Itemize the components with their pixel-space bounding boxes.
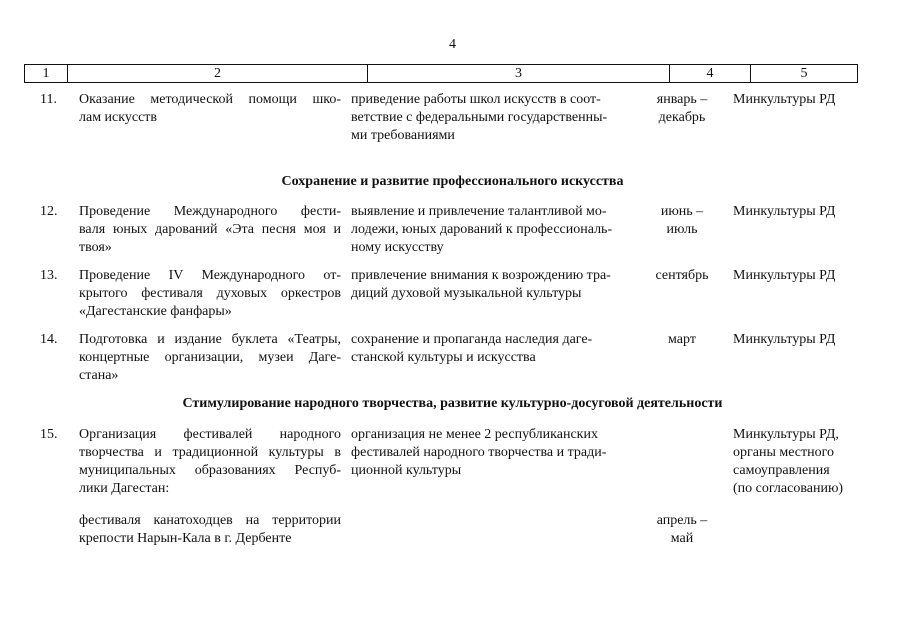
row-goal: [351, 203, 637, 257]
row-period: [645, 331, 719, 349]
row-title: [79, 203, 341, 257]
row-goal-line: ному искусству: [351, 240, 444, 255]
row-title-line: лики Дагестан:: [79, 481, 170, 496]
page-number: 4: [449, 37, 456, 52]
row-title-line: твоя»: [79, 240, 112, 255]
row-number: 12.: [40, 204, 58, 219]
row-period-line: март: [668, 332, 696, 347]
row-responsible: [733, 426, 861, 498]
row-title-line: концертные организации, музеи Даге-: [79, 350, 341, 365]
row-title-line: крытого фестиваля духовых оркестров: [79, 286, 341, 301]
row-period-line: июль: [666, 222, 698, 237]
row-goal: [351, 331, 637, 367]
section-title: Стимулирование народного творчества, развитие культурно-досуговой деятельности: [182, 396, 723, 411]
row-responsible: [733, 91, 861, 109]
column-number-4: 4: [670, 65, 751, 82]
row-title-line: Организация фестивалей народного: [79, 427, 341, 442]
row-responsible-line: самоуправления: [733, 463, 830, 478]
row-title-line: Проведение IV Международного от-: [79, 268, 341, 283]
row-number: 13.: [40, 268, 58, 283]
row-goal-line: ветствие с федеральными государственны-: [351, 110, 608, 125]
row-title: [79, 512, 341, 548]
row-title: [79, 91, 341, 127]
row-responsible-line: Минкультуры РД: [733, 332, 836, 347]
row-goal-line: выявление и привлечение талантливой мо-: [351, 204, 607, 219]
row-number: 14.: [40, 332, 58, 347]
row-goal-line: ционной культуры: [351, 463, 462, 478]
row-goal-line: лодежи, юных дарований к профессиональ-: [351, 222, 613, 237]
row-goal-line: ми требованиями: [351, 128, 455, 143]
row-title-line: лам искусств: [79, 110, 158, 125]
row-period: [645, 91, 719, 127]
row-period: [645, 267, 719, 285]
row-responsible-line: Минкультуры РД,: [733, 427, 839, 442]
row-number: 11.: [40, 92, 57, 107]
row-title-line: стана»: [79, 368, 119, 383]
row-period-line: апрель –: [656, 513, 708, 528]
row-period-line: январь –: [656, 92, 708, 107]
row-title-line: Проведение Международного фести-: [79, 204, 341, 219]
row-title: [79, 331, 341, 385]
row-title-line: крепости Нарын-Кала в г. Дербенте: [79, 531, 292, 546]
row-period-line: май: [670, 531, 694, 546]
row-goal-line: приведение работы школ искусств в соот-: [351, 92, 601, 107]
section-title: Сохранение и развитие профессионального искусства: [281, 174, 624, 189]
row-title-line: «Дагестанские фанфары»: [79, 304, 232, 319]
row-title: [79, 426, 341, 498]
column-number-3: 3: [368, 65, 670, 82]
row-title-line: фестиваля канатоходцев на территории: [79, 513, 341, 528]
row-responsible-line: органы местного: [733, 445, 834, 460]
row-responsible: [733, 267, 861, 285]
row-responsible-line: Минкультуры РД: [733, 92, 836, 107]
row-period-line: декабрь: [658, 110, 706, 125]
row-responsible-line: Минкультуры РД: [733, 204, 836, 219]
row-title-line: валя юных дарований «Эта песня моя и: [79, 222, 341, 237]
column-number-1: 1: [25, 65, 68, 82]
row-number: 15.: [40, 427, 58, 442]
row-period-line: июнь –: [660, 204, 704, 219]
row-goal-line: станской культуры и искусства: [351, 350, 536, 365]
column-number-5: 5: [800, 66, 808, 81]
row-goal-line: сохранение и пропаганда наследия даге-: [351, 332, 593, 347]
row-responsible: [733, 203, 861, 221]
row-period: [645, 512, 719, 548]
row-goal: [351, 267, 637, 303]
row-title: [79, 267, 341, 321]
row-period: [645, 203, 719, 239]
row-goal: [351, 426, 637, 480]
table-header-row: [24, 64, 858, 83]
row-goal-line: диций духовой музыкальной культуры: [351, 286, 582, 301]
row-goal-line: организация не менее 2 республиканских: [351, 427, 598, 442]
column-number-2: 2: [68, 65, 368, 82]
row-title-line: Подготовка и издание буклета «Театры,: [79, 332, 341, 347]
row-title-line: муниципальных образованиях Респуб-: [79, 463, 341, 478]
row-title-line: творчества и традиционной культуры в: [79, 445, 341, 460]
row-goal-line: фестивалей народного творчества и тради-: [351, 445, 607, 460]
row-goal: [351, 91, 637, 145]
row-responsible-line: Минкультуры РД: [733, 268, 836, 283]
row-responsible: [733, 331, 861, 349]
row-title-line: Оказание методической помощи шко-: [79, 92, 341, 107]
row-responsible-line: (по согласованию): [733, 481, 844, 496]
row-goal-line: привлечение внимания к возрождению тра-: [351, 268, 611, 283]
row-period-line: сентябрь: [655, 268, 709, 283]
